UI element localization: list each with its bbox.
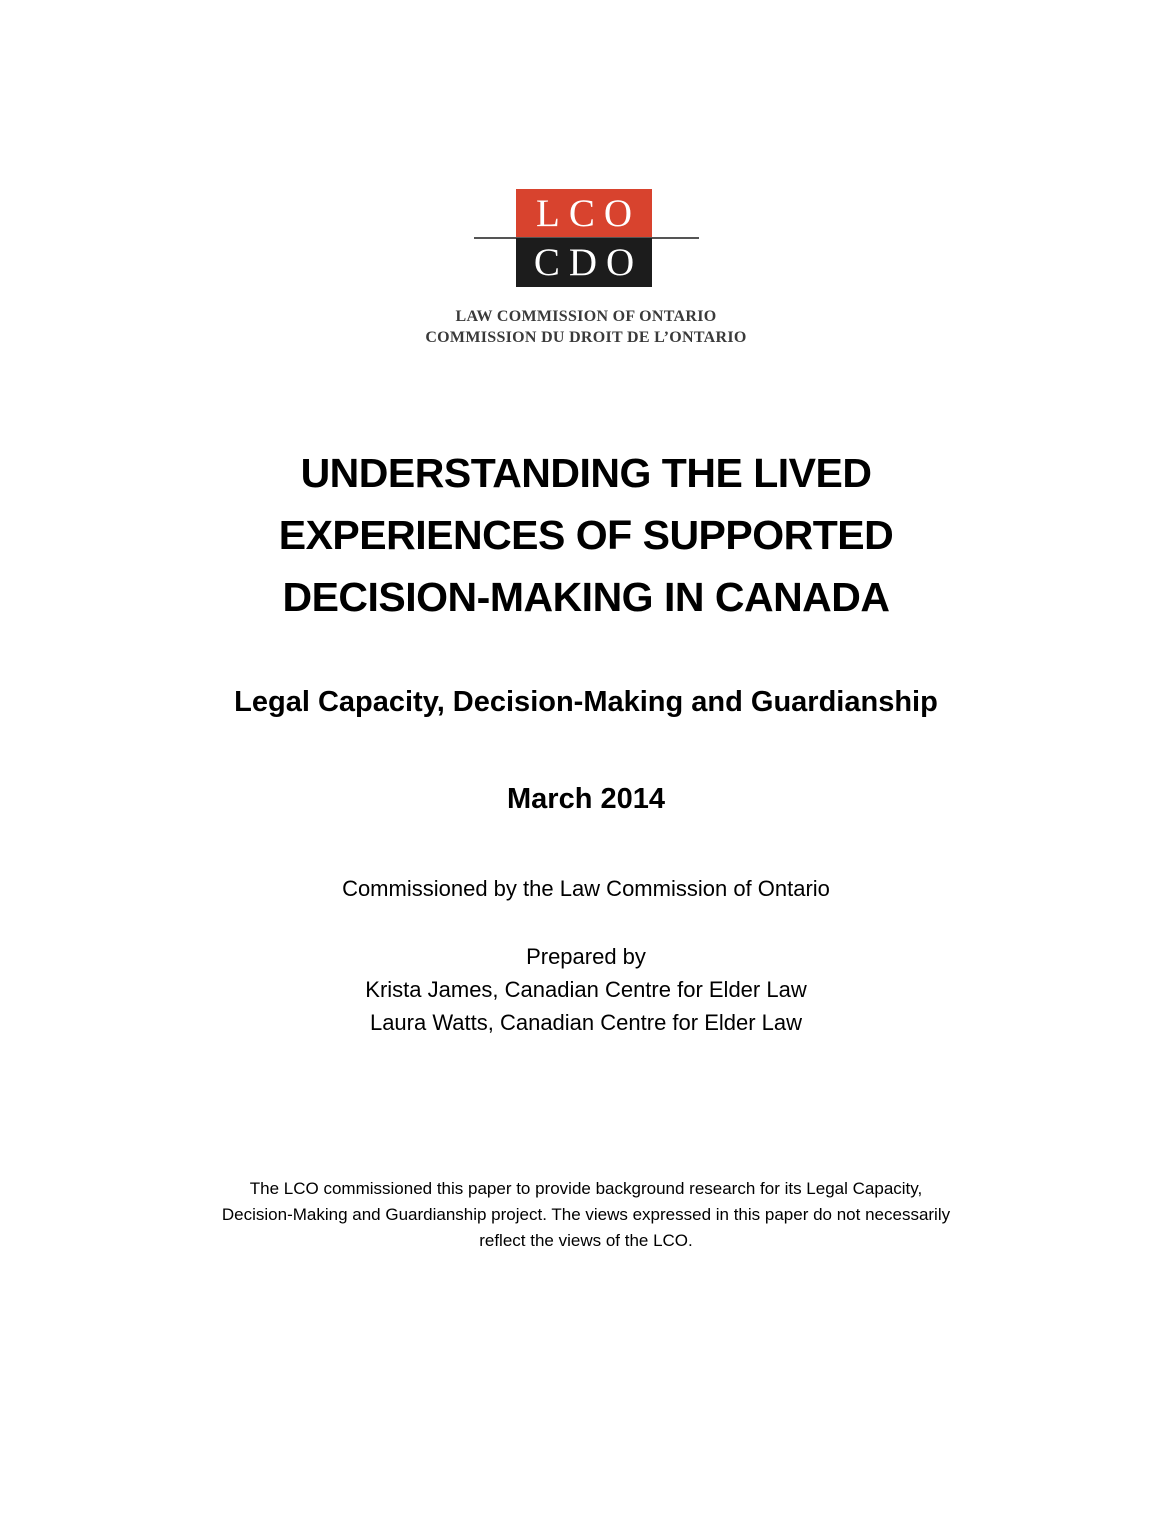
title-line: EXPERIENCES OF SUPPORTED — [278, 512, 894, 558]
title-line: UNDERSTANDING THE LIVED — [300, 450, 872, 496]
commissioned-by: Commissioned by the Law Commission of Ontario — [342, 876, 830, 901]
disclaimer-line: The LCO commissioned this paper to provide background research for its Legal Capacity, — [249, 1179, 923, 1198]
lco-logo — [474, 189, 699, 287]
logo-bottom-box: CDO — [516, 238, 652, 287]
disclaimer-line: Decision-Making and Guardianship project. The views expressed in this paper do not necessarily — [221, 1205, 951, 1224]
author: Laura Watts, Canadian Centre for Elder Law — [369, 1010, 803, 1035]
title-line: DECISION-MAKING IN CANADA — [282, 574, 890, 620]
document-subtitle: Legal Capacity, Decision-Making and Guardianship — [234, 686, 938, 718]
document-title — [0, 442, 1172, 628]
disclaimer — [150, 1176, 1022, 1254]
organization-name-english: LAW COMMISSION OF ONTARIO — [455, 308, 717, 325]
disclaimer-line: reflect the views of the LCO. — [479, 1231, 693, 1250]
publication-date: March 2014 — [507, 783, 665, 815]
prepared-by-label: Prepared by — [526, 944, 646, 969]
author: Krista James, Canadian Centre for Elder Law — [365, 977, 807, 1002]
organization-name-french: COMMISSION DU DROIT DE L’ONTARIO — [425, 329, 747, 346]
logo-top-box: LCO — [516, 189, 652, 238]
